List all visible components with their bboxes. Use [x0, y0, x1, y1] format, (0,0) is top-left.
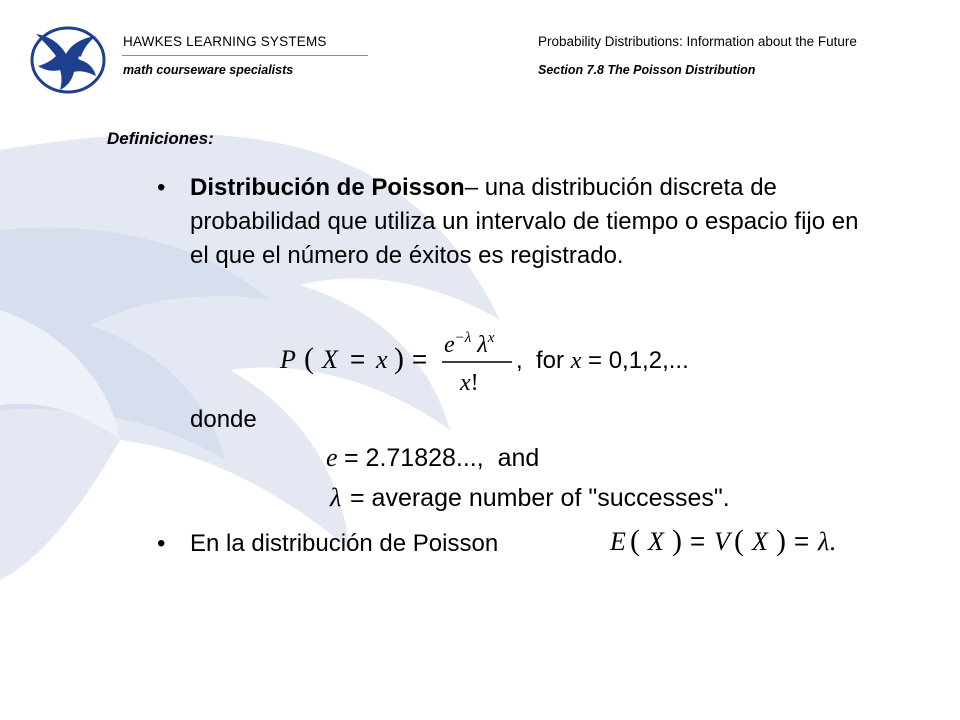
poisson-formula-graphic: [280, 326, 720, 398]
donde-label: donde: [190, 406, 257, 433]
ev-E: E: [610, 527, 626, 556]
bullet-poisson-property: En la distribución de Poisson: [190, 530, 499, 557]
course-title: Probability Distributions: Information about the Future: [538, 34, 857, 49]
poisson-formula: [280, 326, 720, 403]
formula-paren-close: ): [394, 342, 404, 375]
ev-X1: X: [648, 527, 664, 556]
lambda-symbol: λ: [330, 483, 342, 512]
ev-eq1: =: [690, 526, 706, 556]
formula-numerator: $e^{-\lambda}$ $\lambda^x$: [444, 330, 495, 358]
expectation-variance-formula: [610, 522, 860, 567]
formula-X: X: [322, 345, 338, 374]
formula-paren-open: (: [304, 342, 314, 375]
e-value-text: = 2.71828..., and: [344, 444, 540, 472]
expectation-variance-graphic: [610, 522, 860, 562]
e-symbol: e: [326, 443, 338, 472]
bullet-marker-2: •: [157, 530, 166, 557]
formula-eq1: =: [350, 344, 366, 374]
section-title: Section 7.8 The Poisson Distribution: [538, 63, 756, 77]
brand-tagline: math courseware specialists: [123, 63, 294, 77]
lambda-definition-graphic: [330, 480, 830, 514]
lambda-definition: [330, 480, 830, 519]
ev-paren-2: ): [672, 524, 682, 557]
formula-denominator: x!: [460, 370, 479, 396]
ev-paren-3: (: [734, 524, 744, 557]
formula-p: P: [280, 345, 296, 374]
poisson-description: – una distribución discreta de probabilidad que utiliza un intervalo de tiempo o espacio fijo en el que el número de éxitos es registrado.: [190, 174, 859, 269]
brand-name: HAWKES LEARNING SYSTEMS: [123, 34, 327, 49]
formula-x: x: [376, 345, 388, 374]
bullet-poisson-definition: [190, 171, 870, 273]
formula-eq2: =: [412, 344, 428, 374]
ev-eq2: =: [794, 526, 810, 556]
ev-X2: X: [752, 527, 768, 556]
ev-paren-4: ): [776, 524, 786, 557]
e-definition: [326, 440, 606, 479]
term-poisson: Distribución de Poisson: [190, 174, 465, 201]
ev-V: V: [714, 527, 730, 556]
ev-paren-1: (: [630, 524, 640, 557]
e-definition-graphic: [326, 440, 606, 474]
formula-tail: , for x = 0,1,2,...: [516, 347, 689, 374]
lambda-value-text: = average number of "successes".: [350, 484, 730, 512]
ev-lambda: λ.: [818, 527, 836, 556]
bullet-marker: •: [157, 174, 166, 201]
definitions-heading: Definiciones:: [107, 129, 214, 148]
